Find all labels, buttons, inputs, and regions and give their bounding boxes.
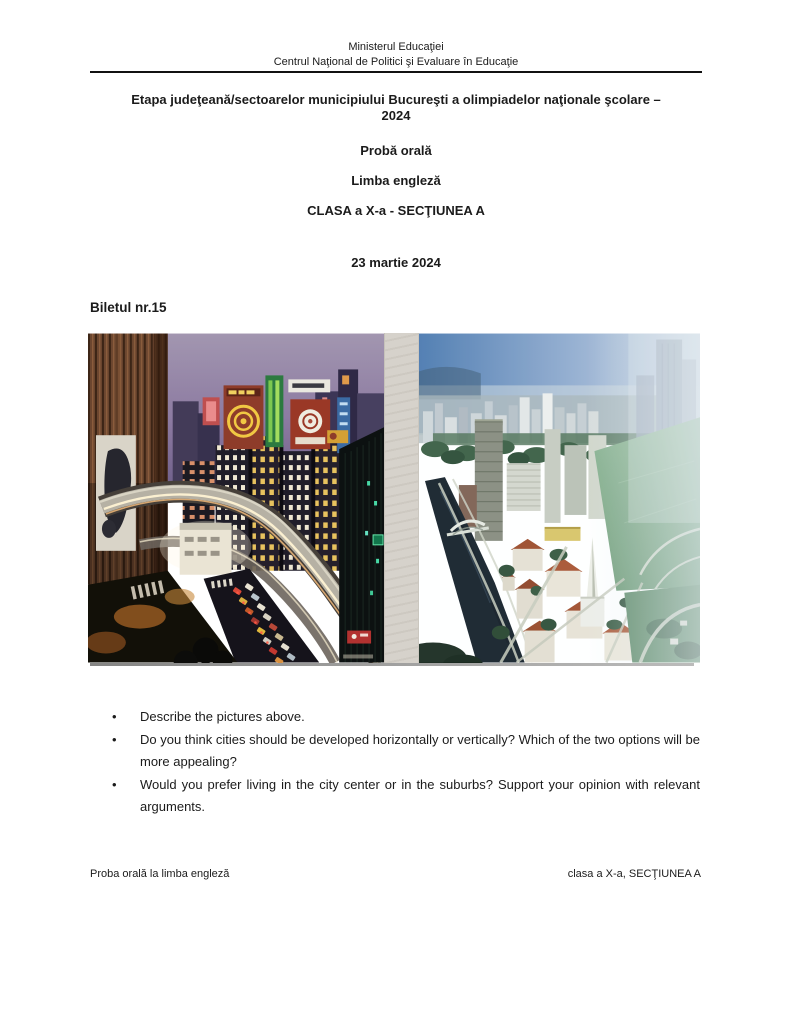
competition-title-line2: 2024 xyxy=(381,107,411,123)
neon-signs xyxy=(203,375,351,453)
subject-heading: Limba engleză xyxy=(351,173,441,188)
exam-type-heading: Probă orală xyxy=(360,143,432,158)
task-text: Would you prefer living in the city center or in the suburbs? Support your opinion with relevant arguments. xyxy=(140,776,700,814)
task-text: Describe the pictures above. xyxy=(140,709,305,724)
bullet-marker: • xyxy=(112,709,117,724)
competition-title-line1: Etapa judeţeană/sectoarelor municipiului Bucureşti a olimpiadelor naţionale şcolare – xyxy=(131,92,661,107)
class-section-heading: CLASA a X-a - SECŢIUNEA A xyxy=(307,203,485,218)
document-header xyxy=(90,40,702,69)
ministry-name: Ministerul Educaţiei xyxy=(348,41,444,53)
center-name: Centrul Naţional de Politici şi Evaluare în Educaţie xyxy=(273,55,519,68)
task-list xyxy=(112,706,700,819)
task-item xyxy=(112,706,700,729)
photo-gap xyxy=(384,333,419,663)
task-item xyxy=(112,774,700,819)
footer-class-label: clasa a X-a, SECŢIUNEA A xyxy=(567,868,701,880)
night-city-photo xyxy=(88,333,384,663)
exam-date: 23 martie 2024 xyxy=(351,255,441,270)
competition-title xyxy=(90,92,702,123)
task-item xyxy=(112,729,700,774)
bullet-marker: • xyxy=(112,776,117,792)
footer-exam-label: Proba orală la limba engleză xyxy=(90,868,230,880)
ticket-number-label: Biletul nr.15 xyxy=(90,300,167,315)
bullet-marker: • xyxy=(112,731,117,747)
aerial-city-photo xyxy=(419,333,700,663)
document-footer xyxy=(90,868,701,880)
right-dark-tower xyxy=(339,427,384,662)
city-photos-collage xyxy=(88,333,700,663)
haze-overlay xyxy=(419,334,700,663)
task-text: Do you think cities should be developed horizontally or vertically? Which of the two options will be more appealing? xyxy=(140,731,701,769)
header-divider xyxy=(90,71,702,73)
